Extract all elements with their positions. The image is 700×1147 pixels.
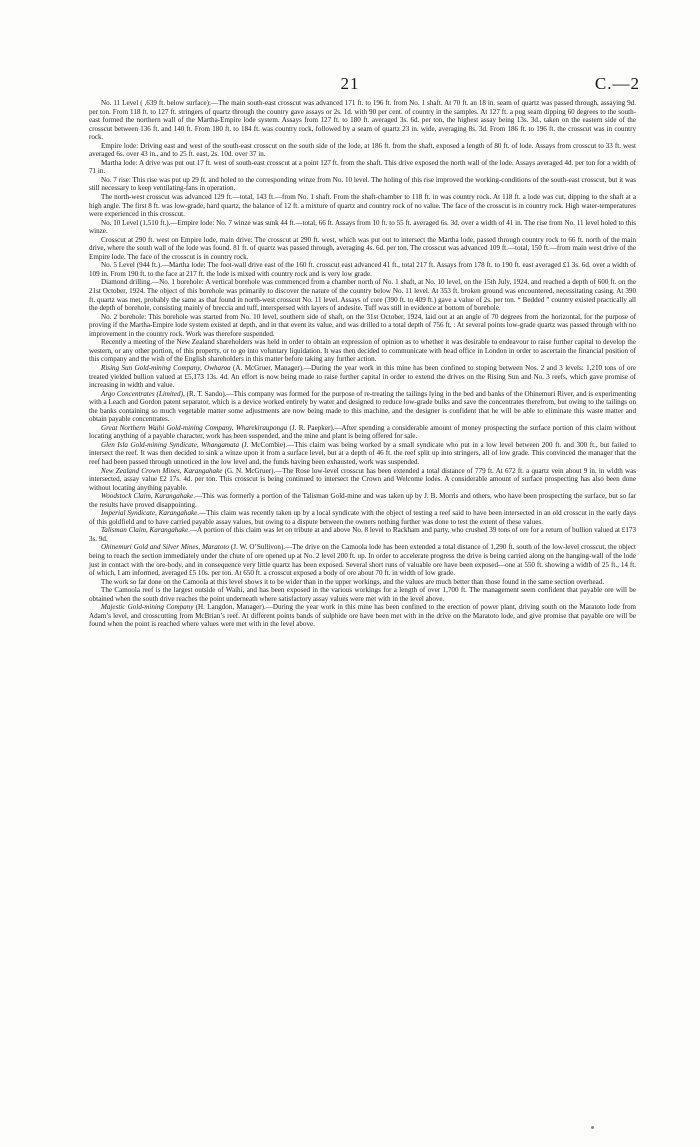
paragraph <box>89 236 636 262</box>
paragraph-text: .—A portion of this claim was let on tribute at and above No. 8 level to Rackham and party, who crushed 39 tons of ore for a return of bullion valued at £173 3s. 9d. <box>89 526 636 543</box>
paragraph-text: Empire lode: Driving east and west of the south-east crosscut on the south side of the lode, at 186 ft. from the shaft, exposed a length of 80 ft. of lode. Assays from crosscut to 33 ft. west averaged 6s. over 43 in., and to 25 ft. east, 2s. 10d. over 37 in. <box>89 141 636 159</box>
paragraph-text: No. 7 rise: This rise was put up 29 ft. and holed to the corresponding winze from No. 10 level. The holing of this rise improved the working-conditions of the south-east crosscut, but it was still necessary to keep ventilating-fans in operation. <box>89 175 636 193</box>
paragraph-text: (H. Langdon, Manager).—During the year work in this mine has been confined to the erection of power plant, driving south on the Maratoto lode from Adam’s level, and crosscutting from McBrian’s reef. At different points bands of sulphide ore have been met with in the drive on the Maratoto lode, and give promise that payable ore will be found when the point is reached where values were met with in the level above. <box>89 603 637 629</box>
paragraph-lead: Imperial Syndicate, Karangahake <box>101 509 198 518</box>
paragraph <box>89 338 636 364</box>
paragraph <box>89 390 636 424</box>
paragraph-text: .—This claim was recently taken up by a local syndicate with the object of testing a reef said to have been intersected in an old crosscut in the early days of this goldfield and to have carried payable assay values, but owing to a dispute between the owners nothing further was done to test the extent of these values. <box>89 509 636 526</box>
paragraph-text: Recently a meeting of the New Zealand shareholders was held in order to obtain an expression of opinion as to whether it was desirable to endeavour to raise further capital to develop the western, or any other portion, of this property, or to go into voluntary liquidation. It was then decided to communicate with head office in London in order to ascertain the financial position of this company and the wish of the English shareholders in this matter before taking any further action. <box>89 338 636 364</box>
paragraph-text: Crosscut at 290 ft. west on Empire lode, main drive: The crosscut at 290 ft. west, which was put out to intersect the Martha lode, passed through country rock to 66 ft. north of the main drive, where the south wall of the lode was found. 81 ft. of quartz was passed through, averaging 4s. 6d. per ton. The crosscut was advanced 109 ft.—total, 150 ft.—from main west drive of the Empire lode. The face of the crosscut is in country rock. <box>89 235 636 261</box>
page-number: 21 <box>340 74 360 93</box>
scan-speck <box>591 1126 594 1129</box>
paragraph-text: No. 2 borehole: This borehole was started from No. 10 level, southern side of shaft, on the 31st October, 1924, laid out at an angle of 70 degrees from the horizontal, for the purpose of proving if the Martha-Empire lode system existed at depth, and in that event its value, and was drilled to a total depth of 756 ft. : At several points low-grade quartz was passed through with no improvement in the country rock. Work was therefore suspended. <box>89 312 636 338</box>
paragraph <box>89 424 636 441</box>
paragraph <box>89 364 636 390</box>
paragraph <box>89 603 636 629</box>
paragraph <box>89 99 636 142</box>
paragraph-lead: Great Northern Waihi Gold-mining Company, Wharekirauponga <box>101 423 288 432</box>
paragraph-lead: Glen Isla Gold-mining Syndicate, Whangamata <box>101 440 240 449</box>
paragraph <box>89 509 636 526</box>
paragraph-text: , (R. T. Sando).—This company was formed for the purpose of re-treating the tailings lying in the bed and banks of the Ohinemuri River, and is experimenting with a Leach and Gordon patent separator, which is a device worked entirely by water and designed to reduce low-grade bulks and save the concentrates therefrom, but owing to the tailings on the banks containing so much vegetable matter some adjustments are now being made to this machine, and the designer is confident that he will be able to eliminate this waste matter and obtain payable concentrates. <box>89 389 636 424</box>
paragraph <box>89 492 636 509</box>
paragraph-text: (A. McGruer, Manager).—During the year work in this mine has been confined to stoping between Nos. 2 and 3 levels: 1,210 tons of ore treated yielded bullion valued at £5,173 13s. 4d. An effort is now being made to raise further capital in order to extend the drives on the Rising Sun and No. 3 reefs, which gave promise of increasing in width and value. <box>89 363 637 390</box>
paragraph-lead: Woodstock Claim, Karangahake <box>101 492 194 501</box>
paragraph-text: The work so far done on the Camoola at this level shows it to be wider than in the upper workings, and the values are much better than those found in the same section overhead. <box>101 577 605 586</box>
paragraph <box>89 159 636 176</box>
paragraph-text: The north-west crosscut was advanced 129 ft.—total, 143 ft.—from No. 1 shaft. From the shaft-chamber to 118 ft. in was country rock. At 118 ft. a lode was cut, dipping to the shaft at a high angle. The first 8 ft. was low-grade, hard quartz, the balance of 12 ft. a mixture of quartz and country rock of no value. The face of the crosscut is in country rock. High water-temperatures were experienced in this crosscut. <box>89 193 636 219</box>
paragraph-text: No. 11 Level ( ,639 ft. below surface):—The main south-east crosscut was advanced 171 ft. to 196 ft. from No. 1 shaft. At 70 ft. an 18 in. seam of quartz was passed through, assaying 9d. per ton. From 118 ft. to 127 ft. stringers of quartz through the country gave assays or 2s. 1d. with 90 per cent. of country in the samples. At 127 ft. a pug seam dipping 60 degrees to the south-east formed the northern wall of the Martha-Empire lode system. Assays from 127 ft. to 180 ft. averaged 3s. 6d. per ton, the highest assay being 13s. 3d., taken on the eastern side of the crosscut between 136 ft. and 140 ft. From 180 ft. to 184 ft. was country rock, followed by a seam of quartz 23 in. wide, averaging 8s. 3d. From 186 ft. to 196 ft. the crosscut was in country rock. <box>89 99 636 142</box>
paragraph-lead: Talisman Claim, Karangahake <box>101 526 189 535</box>
paragraph-text: No. 10 Level (1,510 ft.).—Empire lode: No. 7 winze was sunk 44 ft.—total, 66 ft. Assays from 10 ft. to 55 ft. averaged 6s. 3d. over a width of 41 in. The rise from No. 11 level holed to this winze. <box>89 218 636 236</box>
paragraph-text: Martha lode: A drive was put out 17 ft. west of south-east crosscut at a point 127 ft. from the shaft. This drive exposed the north wall of the lode. Assays averaged 4d. per ton for a width of 71 in. <box>89 158 636 176</box>
paragraph-lead: Rising Sun Gold-mining Company, Owharoa <box>101 363 231 372</box>
paragraph-text: No. 5 Level (944 ft.).—Martha lode: The foot-wall drive east of the 160 ft. crosscut east advanced 41 ft., total 217 ft. Assays from 178 ft. to 190 ft. east averaged £1 3s. 6d. over a width of 109 in. From 190 ft. to the face at 217 ft. the lode is mixed with country rock and is very low grade. <box>89 261 636 278</box>
paragraph-text: The Camoola reef is the largest outside of Waihi, and has been exposed in the various workings for a length of over 1,700 ft. The management seem confident that payable ore will be obtained when the south drive reaches the point underneath where satisfactory assay values were met with in the level above. <box>89 586 636 603</box>
paragraph <box>89 176 636 193</box>
report-body <box>89 99 636 629</box>
paragraph <box>89 543 636 577</box>
paragraph-lead: New Zealand Crown Mines, Karangahake <box>101 466 223 475</box>
paragraph <box>89 278 636 312</box>
paragraph <box>89 578 636 587</box>
paragraph <box>89 219 636 236</box>
paragraph-lead: Argo Concentrates (Limited) <box>101 389 183 398</box>
paragraph-text: (J. R. Paepker).—After spending a considerable amount of money prospecting the surface portion of this claim without locating anything of a payable character, work has been suspended, and the mine and plant is being offered for sale. <box>89 423 636 441</box>
paragraph <box>89 313 636 339</box>
paragraph-lead: Majestic Gold-mining Company <box>101 603 194 612</box>
paragraph <box>89 261 636 278</box>
paragraph <box>89 193 636 219</box>
paragraph-text: Diamond drilling.—No. 1 borehole: A vertical borehole was commenced from a chamber north of No. 1 shaft, at No. 10 level, on the 15th July, 1924, and reached a depth of 600 ft. on the 21st October, 1924. The object of this borehole was primarily to discover the nature of the country below No. 11 level. At 353 ft. broken ground was encountered, necessitating casing. At 390 ft. quartz was met, probably the same as that found in north-west crosscut No. 11 level. Assays of core (390 ft. to 409 ft.) gave a value of 2s. per ton. “ Bedded ” country existed practically all the depth of borehole, consisting mainly of breccia and tuff, interspersed with layers of andesite. Tuff was still in evidence at bottom of borehole. <box>89 278 636 313</box>
paragraph-text: (J. W. O’Sullivon).—The drive on the Camoola lode has been extended a total distance of 1,290 ft. south of the low-level crosscut, the object being to reach the section immediately under the chute of ore opened up at No. 2 level 200 ft. up. In order to accelerate progress the drive is being carried along on the hanging-wall of the lode just in contact with the ore-body, and in consequence very little quartz has been exposed. Several short runs of valuable ore have been exposed—one at 550 ft. showing a width of 25 ft., 14 ft. of which, I am informed, averaged £5 10s. per ton. At 650 ft. a crosscut exposed a body of ore about 70 ft. in width of low grade. <box>89 543 637 578</box>
paragraph <box>89 526 636 543</box>
paragraph <box>89 441 636 467</box>
paragraph <box>89 586 636 603</box>
paragraph-text: (J. McCombie).—This claim was being worked by a small syndicate who put in a low level between 200 ft. and 300 ft., but failed to intersect the reef. It was then decided to sink a winze upon it from a surface level, but at a depth of 46 ft. the reef split up into stringers, all of low grade. This convinced the manager that the reef had been passed through unnoticed in the low level and, the funds having been exhausted, work was suspended. <box>89 440 636 466</box>
paragraph-text: .—This was formerly a portion of the Talisman Gold-mine and was taken up by J. B. Morris and others, who have been prospecting the surface, but so far the results have proved disappointing. <box>89 492 637 509</box>
section-code: C.—2 <box>594 74 640 93</box>
paragraph-lead: Ohinemuri Gold and Silver Mines, Maratoto <box>101 543 229 552</box>
paragraph <box>89 142 636 159</box>
paragraph <box>89 467 636 493</box>
paragraph-text: (G. N. McGruer).—The Rose low-level crosscut has been extended a total distance of 779 ft. At 672 ft. a quartz vein about 9 in. in width was intersected, assay value £2 17s. 4d. per ton. This crosscut is being continued to intersect the Crown and Welcome lodes. A considerable amount of surface prospecting has also been done without locating anything payable. <box>89 466 636 492</box>
